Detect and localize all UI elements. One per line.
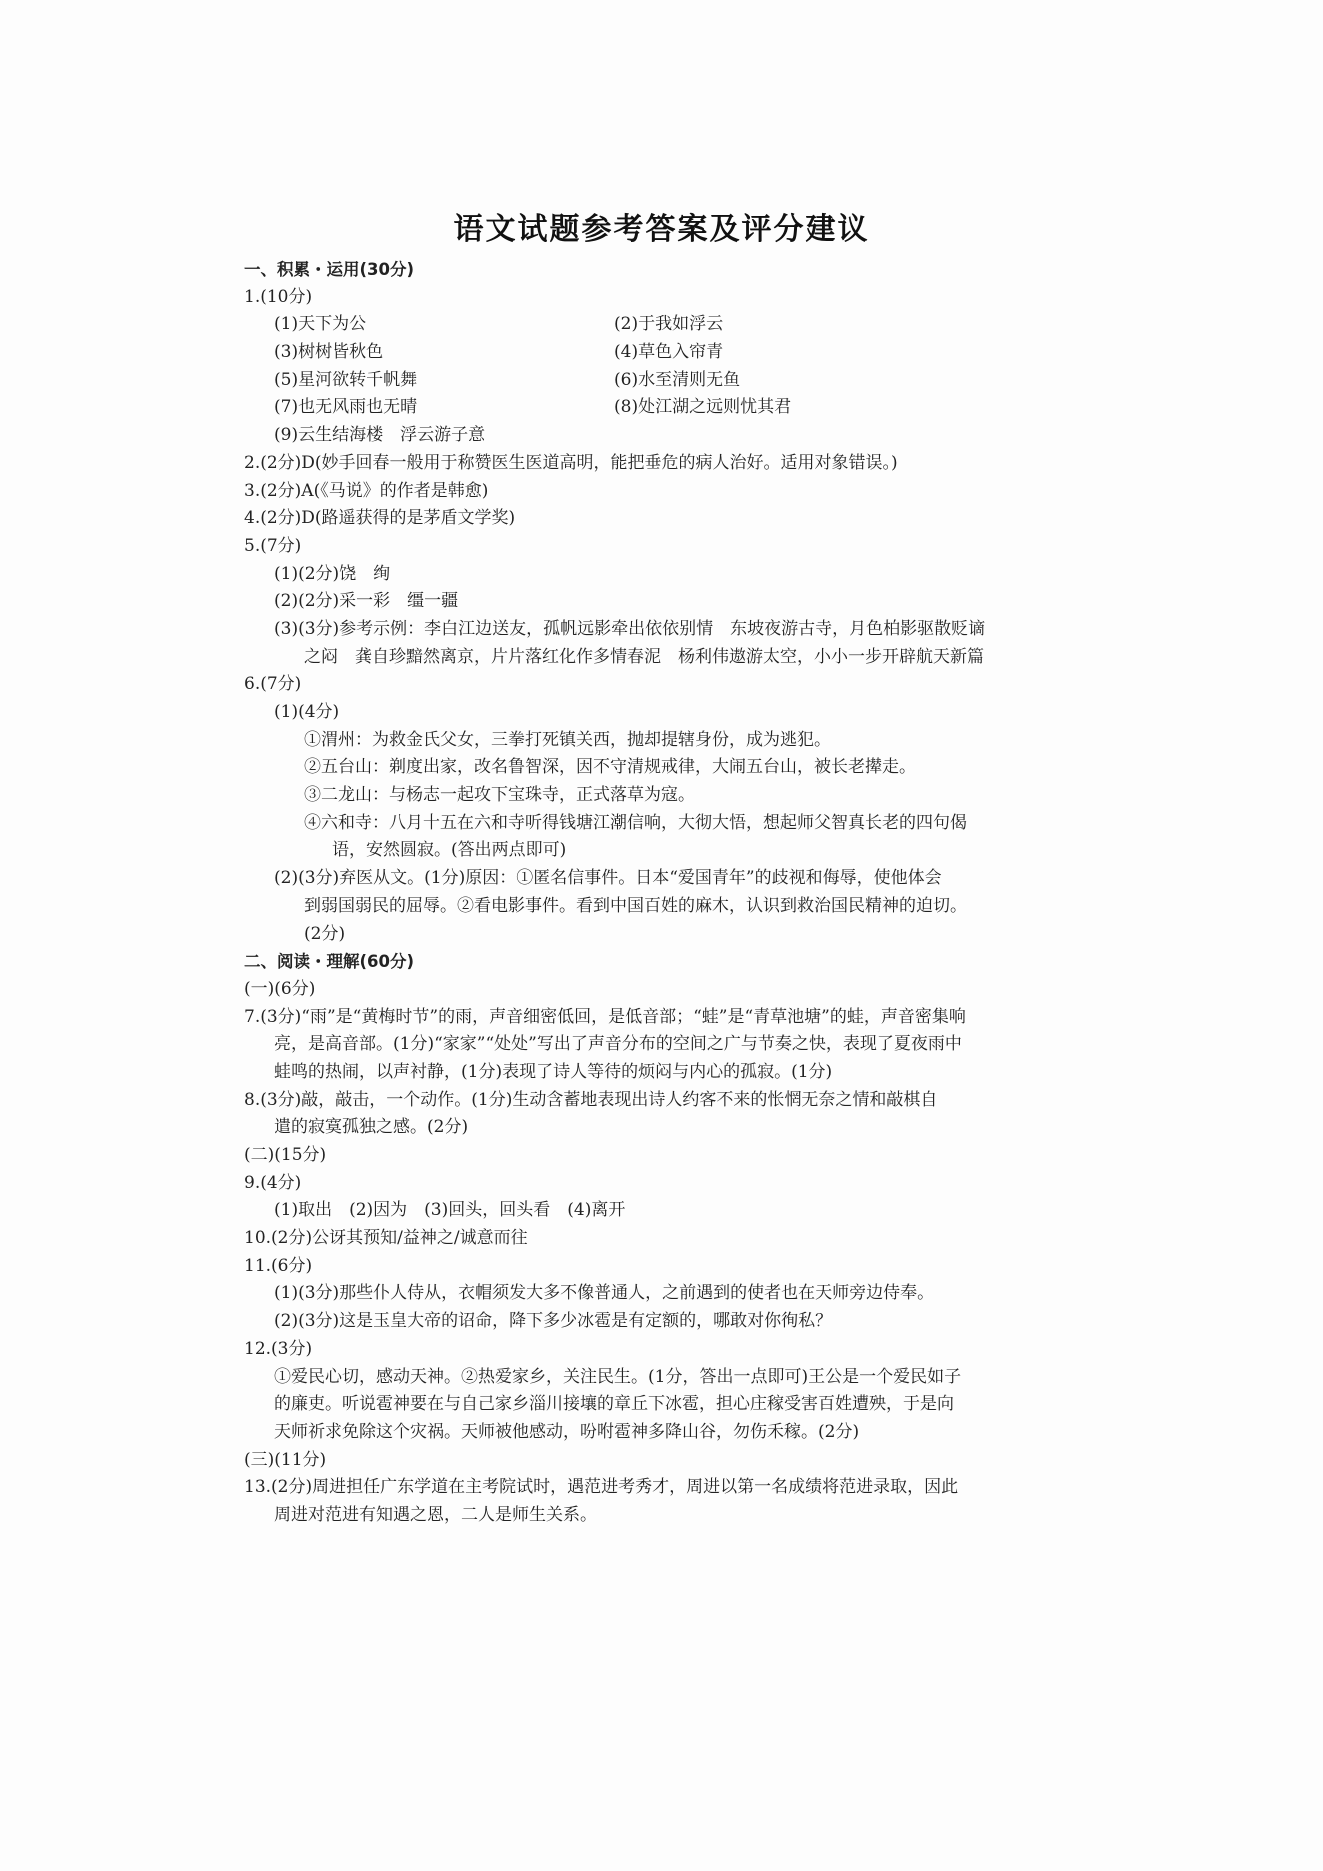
- q12-answer: ①爱民心切，感动天神。②热爱家乡，关注民生。(1分，答出一点即可)王公是一个爱民如子: [274, 1366, 962, 1387]
- q6-answer-continued: 到弱国弱民的屈辱。②看电影事件。看到中国百姓的麻木，认识到救治国民精神的迫切。: [304, 895, 967, 916]
- q6-item: ③二龙山：与杨志一起攻下宝珠寺，正式落草为寇。: [304, 785, 695, 806]
- q6-item: ④六和寺：八月十五在六和寺听得钱塘江潮信响，大彻大悟，想起师父智真长老的四句偈: [304, 812, 967, 833]
- q5-answer: (3)(3分)参考示例：李白江边送友，孤帆远影牵出依依别情 东坡夜游古寺，月色柏影驱散贬谪: [274, 618, 986, 639]
- question-10: 10.(2分)公讶其预知/益神之/诚意而往: [244, 1228, 528, 1249]
- question-8: 8.(3分)敲，敲击，一个动作。(1分)生动含蓄地表现出诗人约客不来的怅惘无奈之情和敲棋自: [244, 1089, 938, 1110]
- question-2: 2.(2分)D(妙手回春一般用于称赞医生医道高明，能把垂危的病人治好。适用对象错误。): [244, 452, 898, 473]
- answer-key-body: [244, 256, 1134, 1530]
- document-title: 语文试题参考答案及评分建议: [453, 212, 870, 247]
- q1-answer: (6)水至清则无鱼: [614, 369, 741, 390]
- question-1-label: 1.(10分): [244, 286, 313, 307]
- q1-answer: (1)天下为公: [274, 314, 367, 335]
- question-7-continued: 蛙鸣的热闹，以声衬静，(1分)表现了诗人等待的烦闷与内心的孤寂。(1分): [274, 1061, 833, 1082]
- q6-subquestion-label: (1)(4分): [274, 702, 340, 722]
- q6-answer: (2)(3分)弃医从文。(1分)原因：①匿名信事件。日本“爱国青年”的歧视和侮辱，使他体会: [274, 868, 942, 889]
- q6-item-continued: 语，安然圆寂。(答出两点即可): [332, 840, 567, 861]
- q1-row: [244, 394, 1134, 422]
- question-5-label: 5.(7分): [244, 535, 302, 556]
- q12-answer: 的廉吏。听说雹神要在与自己家乡淄川接壤的章丘下冰雹，担心庄稼受害百姓遭殃，于是向: [274, 1394, 954, 1415]
- q1-answer: (5)星河欲转千帆舞: [274, 369, 418, 390]
- q5-answer: (1)(2分)饶 绚: [274, 563, 391, 584]
- q1-row: [244, 311, 1134, 339]
- q9-answer: (1)取出 (2)因为 (3)回头，回头看 (4)离开: [274, 1200, 626, 1221]
- section-heading-accumulation: 一、积累・运用(30分): [244, 260, 415, 279]
- question-7-continued: 亮，是高音部。(1分)“家家”“处处”写出了声音分布的空间之广与节奏之快，表现了夏夜雨中: [274, 1034, 962, 1055]
- q1-row: [244, 367, 1134, 395]
- q1-answer: (7)也无风雨也无晴: [274, 397, 418, 418]
- q12-answer: 天师祈求免除这个灾祸。天师被他感动，吩咐雹神多降山谷，勿伤禾稼。(2分): [274, 1421, 860, 1442]
- question-12-label: 12.(3分): [244, 1338, 313, 1359]
- question-7: 7.(3分)“雨”是“黄梅时节”的雨，声音细密低回，是低音部；“蛙”是“青草池塘”的蛙，声音密集响: [244, 1006, 966, 1027]
- question-3: 3.(2分)A(《马说》的作者是韩愈): [244, 480, 489, 501]
- q1-answer: (3)树树皆秋色: [274, 342, 384, 363]
- section-heading-reading: 二、阅读・理解(60分): [244, 952, 415, 972]
- q5-answer: (2)(2分)采一彩 缰一疆: [274, 591, 459, 612]
- question-4: 4.(2分)D(路遥获得的是茅盾文学奖): [244, 508, 516, 529]
- part-label: (三)(11分): [244, 1449, 327, 1470]
- question-6-label: 6.(7分): [244, 674, 302, 695]
- question-8-continued: 遣的寂寞孤独之感。(2分): [274, 1117, 469, 1138]
- q6-item: ①渭州：为救金氏父女，三拳打死镇关西，抛却提辖身份，成为逃犯。: [304, 729, 831, 750]
- q1-answer: (4)草色入帘青: [614, 342, 724, 363]
- q6-item: ②五台山：剃度出家，改名鲁智深，因不守清规戒律，大闹五台山，被长老撵走。: [304, 757, 916, 778]
- part-label: (二)(15分): [244, 1145, 327, 1165]
- q1-row: [244, 339, 1134, 367]
- question-13: 13.(2分)周进担任广东学道在主考院试时，遇范进考秀才，周进以第一名成绩将范进录取，因此: [244, 1477, 959, 1498]
- question-13-continued: 周进对范进有知遇之恩，二人是师生关系。: [274, 1504, 597, 1525]
- part-label: (一)(6分): [244, 978, 316, 999]
- question-11-label: 11.(6分): [244, 1255, 313, 1276]
- q6-answer-continued: (2分): [304, 923, 346, 944]
- q11-answer: (1)(3分)那些仆人侍从，衣帽须发大多不像普通人，之前遇到的使者也在天师旁边侍奉。: [274, 1283, 935, 1304]
- q11-answer: (2)(3分)这是玉皇大帝的诏命，降下多少冰雹是有定额的，哪敢对你徇私？: [274, 1311, 833, 1332]
- q1-answer: (9)云生结海楼 浮云游子意: [274, 425, 486, 446]
- q5-answer-continued: 之闷 龚自珍黯然离京，片片落红化作多情春泥 杨利伟遨游太空，小小一步开辟航天新篇: [304, 646, 984, 667]
- question-9-label: 9.(4分): [244, 1172, 302, 1193]
- q1-answer: (2)于我如浮云: [614, 314, 724, 335]
- q1-answer: (8)处江湖之远则忧其君: [614, 397, 792, 418]
